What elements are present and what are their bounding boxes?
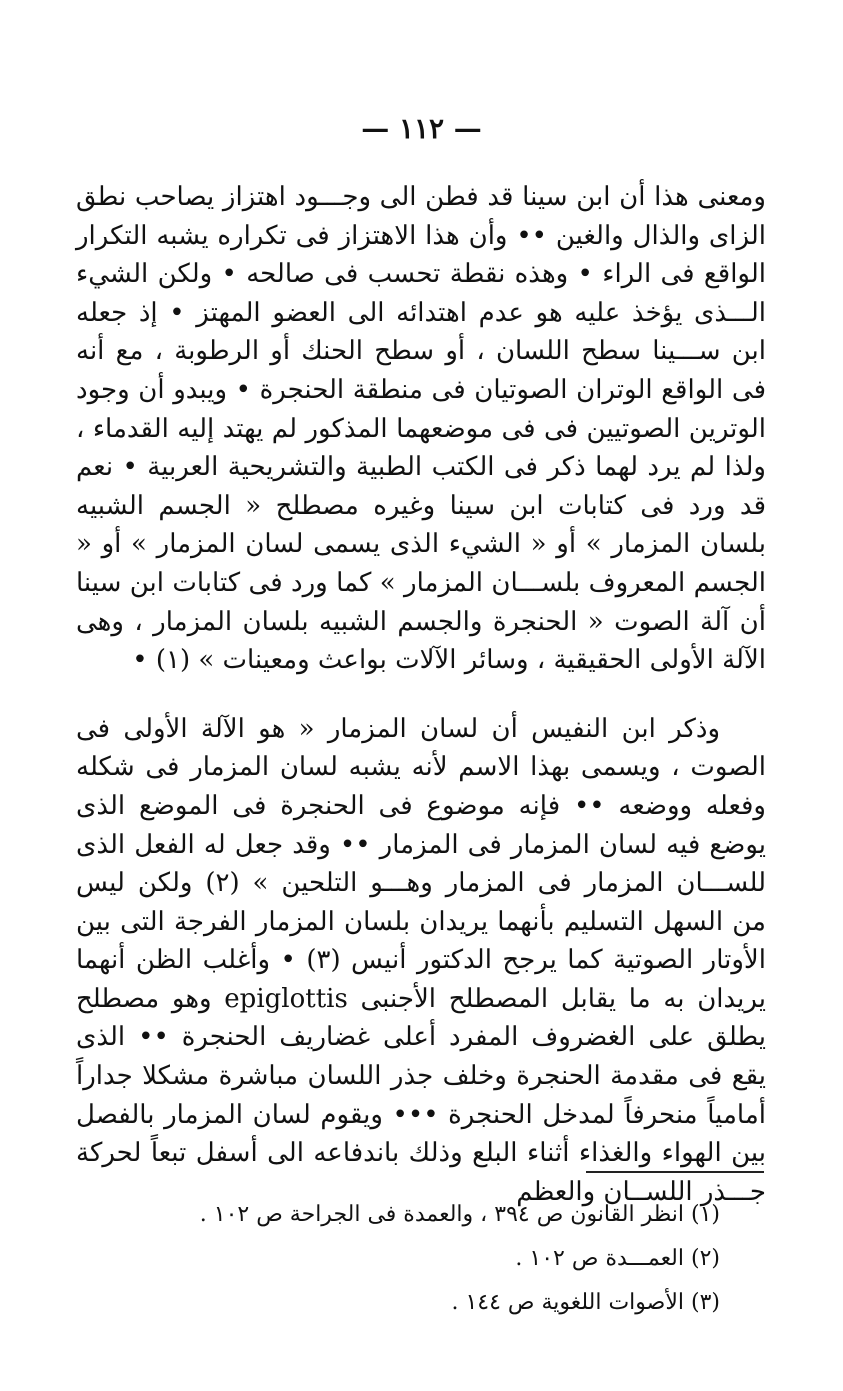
footnote-separator xyxy=(586,1171,764,1173)
main-text xyxy=(76,178,766,1211)
footnotes xyxy=(130,1193,720,1325)
page-number: — ١١٢ — xyxy=(361,112,482,145)
footnote-item: (١) انظر القانون ص ٣٩٤ ، والعمدة فى الجراحة ص ١٠٢ . xyxy=(199,1202,720,1227)
paragraph: ومعنى هذا أن ابن سينا قد فطن الى وجـــود اهتزاز يصاحب نطق الزاى والذال والغين •• وأن هذا الاهتزاز فى تكراره يشبه التكرار الواقع فى الراء • وهذه نقطة تحسب فى صالحه • ولكن الشيء الـــذى يؤخذ عليه هو عدم اهتدائه الى العضو المهتز • إذ جعله ابن ســـينا سطح اللسان ، أو سطح الحنك أو الرطوبة ، مع أنه فى الواقع الوتران الصوتيان فى منطقة الحنجرة • ويبدو أن وجود الوترين الصوتيين فى فى موضعهما المذكور لم يهتد إليه القدماء ، ولذا لم يرد لهما ذكر فى الكتب الطبية والتشريحية العربية • نعم قد ورد فى كتابات ابن سينا وغيره مصطلح « الجسم الشبيه بلسان المزمار » أو « الشيء الذى يسمى لسان المزمار » أو « الجسم المعروف بلســـان المزمار » كما ورد فى كتابات ابن سينا أن آلة الصوت « الحنجرة والجسم الشبيه بلسان المزمار ، وهى الآلة الأولى الحقيقية ، وسائر الآلات بواعث ومعينات » (١) • xyxy=(76,182,766,676)
footnote-item: (٢) العمـــدة ص ١٠٢ . xyxy=(515,1246,720,1271)
paragraph: وذكر ابن النفيس أن لسان المزمار « هو الآلة الأولى فى الصوت ، ويسمى بهذا الاسم لأنه يشبه لسان المزمار فى شكله وفعله ووضعه •• فإنه موضوع فى الحنجرة فى الموضع الذى يوضع فيه لسان المزمار فى المزمار •• وقد جعل له الفعل الذى للســـان المزمار فى المزمار وهـــو التلحين » (٢) ولكن ليس من السهل التسليم بأنهما يريدان بلسان المزمار الفرجة التى بين الأوتار الصوتية كما يرجح الدكتور أنيس (٣) • وأغلب الظن أنهما يريدان به ما يقابل المصطلح الأجنبى epiglottis وهو مصطلح يطلق على الغضروف المفرد أعلى غضاريف الحنجرة •• الذى يقع فى مقدمة الحنجرة وخلف جذر اللسان مباشرة مشكلا جداراً أمامياً منحرفاً لمدخل الحنجرة ••• ويقوم لسان المزمار بالفصل بين الهواء والغذاء أثناء البلع وذلك باندفاعه الى أسفل تبعاً لحركة جـــذر اللســان والعظم xyxy=(76,713,766,1207)
footnote-item: (٣) الأصوات اللغوية ص ١٤٤ . xyxy=(451,1290,720,1315)
